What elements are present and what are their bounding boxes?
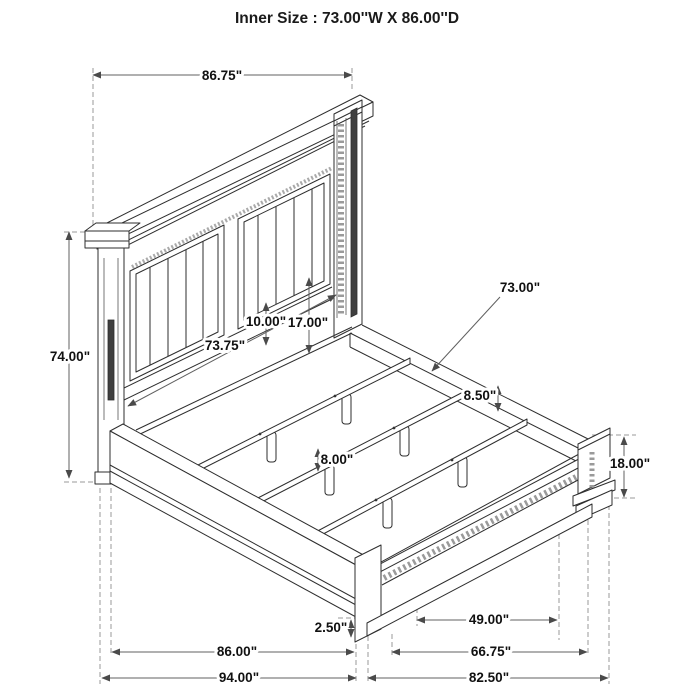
dim-overall-width: 86.75"	[201, 68, 243, 83]
dim-slat-rail-height: 8.50"	[463, 388, 497, 403]
left-post-cap	[85, 231, 129, 248]
headboard-panel-left	[130, 225, 224, 381]
headboard	[85, 95, 373, 484]
footboard	[355, 428, 615, 642]
dim-overall-height: 74.00"	[49, 349, 91, 364]
bed-frame	[110, 325, 598, 623]
crown-front-face	[97, 102, 373, 249]
slat-rail-1	[196, 358, 410, 472]
slat-rail-2	[254, 389, 469, 506]
dim-footboard-height: 18.00"	[609, 456, 651, 471]
dim-footboard-span: 66.75"	[470, 644, 512, 659]
dim-overall-depth: 94.00"	[218, 670, 260, 685]
title: Inner Size : 73.00''W X 86.00''D	[234, 10, 460, 27]
dim-headboard-panel-gap: 10.00"	[245, 314, 287, 329]
dim-headboard-rail-gap: 17.00"	[287, 315, 329, 330]
dim-base-height: 2.50"	[314, 620, 348, 635]
left-post-trim	[108, 320, 114, 400]
dim-support-leg-height: 8.00"	[320, 452, 354, 467]
dim-rail-span: 82.50"	[468, 670, 510, 685]
dim-footboard-inner-width: 49.00"	[468, 612, 510, 627]
crown-top-face	[97, 95, 373, 235]
dim-inner-depth: 86.00"	[216, 644, 258, 659]
dim-headboard-inner-width: 73.75"	[204, 338, 246, 353]
dim-inner-width: 73.00"	[499, 280, 541, 295]
footboard-panel	[367, 452, 592, 623]
right-post-pilaster	[351, 108, 357, 317]
